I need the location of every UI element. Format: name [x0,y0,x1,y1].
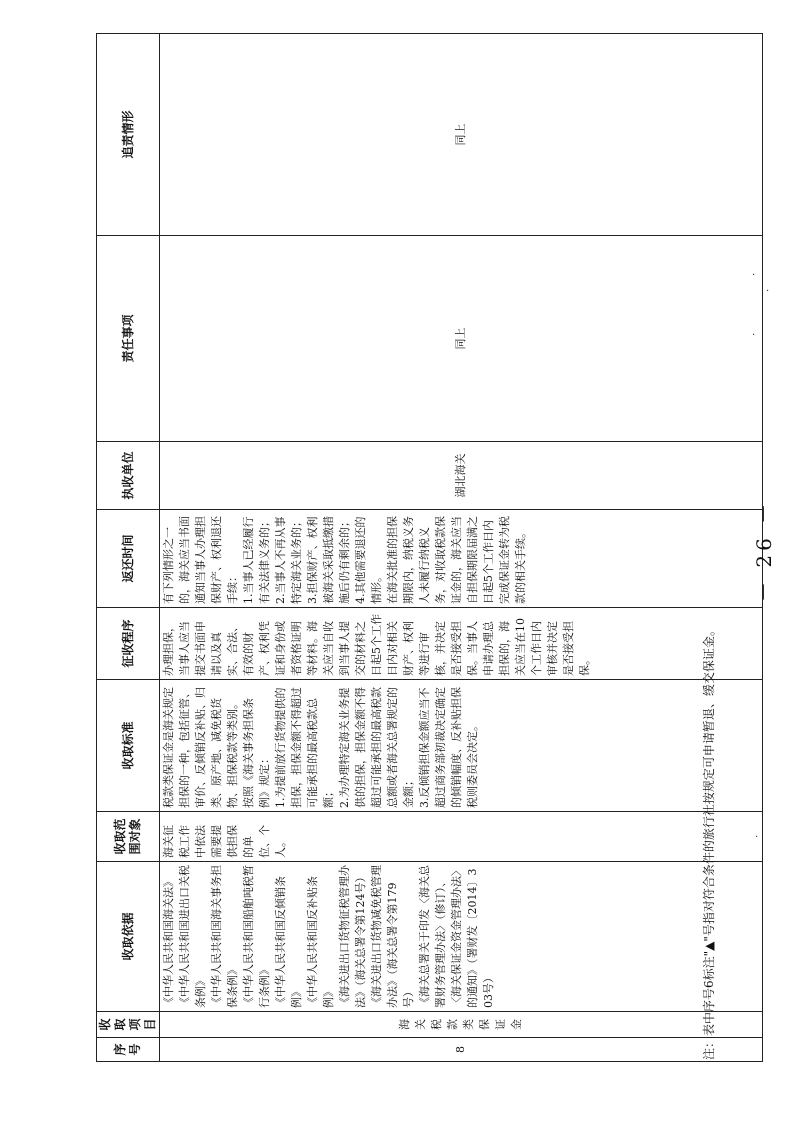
row-refund: 有下列情形之一的，海关应当书面通知当事人办理担保财产、权利退还手续： 1.当事人已经履行有关法律义务的； 2.当事人不再从事特定海关业务的； 3.担保财产、权利被海关采取抵缴措施后仍有剩余的； 4.其他需要退还的情形。 在海关批准的担保期限内，纳税义务人未履行纳税义务，对收取税款保证金的，海关应当自担保期限届满之日起5个工作日内完成保证金转为税款的相关手续。 [160,510,763,608]
row-basis: 《中华人民共和国海关法》 《中华人民共和国进出口关税条例》 《中华人民共和国海关事务担保条例》 《中华人民共和国船舶吨税暂行条例》 《中华人民共和国反倾销条例》 《中华人民共和国反补贴条例》 《海关进出口货物征税管理办法》（海关总署令第124号） 《海关进出口货物减免税管理办法》（海关总署令第179号） 《海关总署关于印发〈海关总署财务管理办法〉（修订）、〈海关保证金资金管理办法〉的通知》（署财发〔2014〕303号） [160,862,763,1012]
header-row [97,34,160,1062]
row-standard: 税款类保证金是海关规定担保的一种，包括征管、审价、反倾销反补贴、归类、原产地、减免税货物、担保税款等类别。 按照《海关事务担保条例》规定： 1.为提前放行货物提供的担保，担保金额不得超过可能承担的最高税款总额； 2.为办理特定海关业务提供的担保，担保金额不得超过可能承担的最高税款总额或者海关总署规定的金额； 3.反倾销担保金额应当不超过商务部初裁决定确定的倾销幅度、反补贴担保税则委员会决定。 [160,680,763,812]
row-duty: 同上 [160,236,763,442]
row-item: 海关税款类保证金 [160,1012,763,1038]
row-accountability: 同上 [160,34,763,236]
table-row [160,34,763,1062]
header-duty: 责任事项 [97,236,160,442]
row-procedure: 办理担保，当事人应当提交书面申请以及真实、合法、有效的财产、权利凭证和身份或者资格证明等材料。海关应当自收到当事人提交的材料之日起5个工作日内对相关财产、权利等进行审核，并决定是否接受担保。当事人申请办理总担保的，海关应当在10个工作日内审核并决定是否接受担保。 [160,608,763,680]
scan-speck: · [755,832,759,843]
header-basis: 收取依据 [97,862,160,1012]
fee-table [96,33,763,1062]
header-standard: 收取标准 [97,680,160,812]
header-scope: 收取范围对象 [97,812,160,862]
row-scope: 海关征税工作中依法需要提供担保的单位、个人。 [160,812,763,862]
header-refund: 返还时间 [97,510,160,608]
header-procedure: 征收程序 [97,608,160,680]
header-no: 序号 [97,1038,160,1062]
row-unit: 湖北海关 [160,442,763,510]
row-no: 8 [160,1038,763,1062]
page-number: － 26 － [752,499,776,602]
table-footnote: 注：表中序号6标注"▲"号指对符合条件的旅行社按规定可申请暂退、缓交保证金。 [702,624,716,1060]
header-item: 收取项目 [97,1012,160,1038]
scan-speck: · [752,270,756,281]
header-unit: 执收单位 [97,442,160,510]
scan-speck: · [766,286,770,297]
header-accountability: 追责情形 [97,34,160,236]
scan-speck: · [752,330,756,341]
